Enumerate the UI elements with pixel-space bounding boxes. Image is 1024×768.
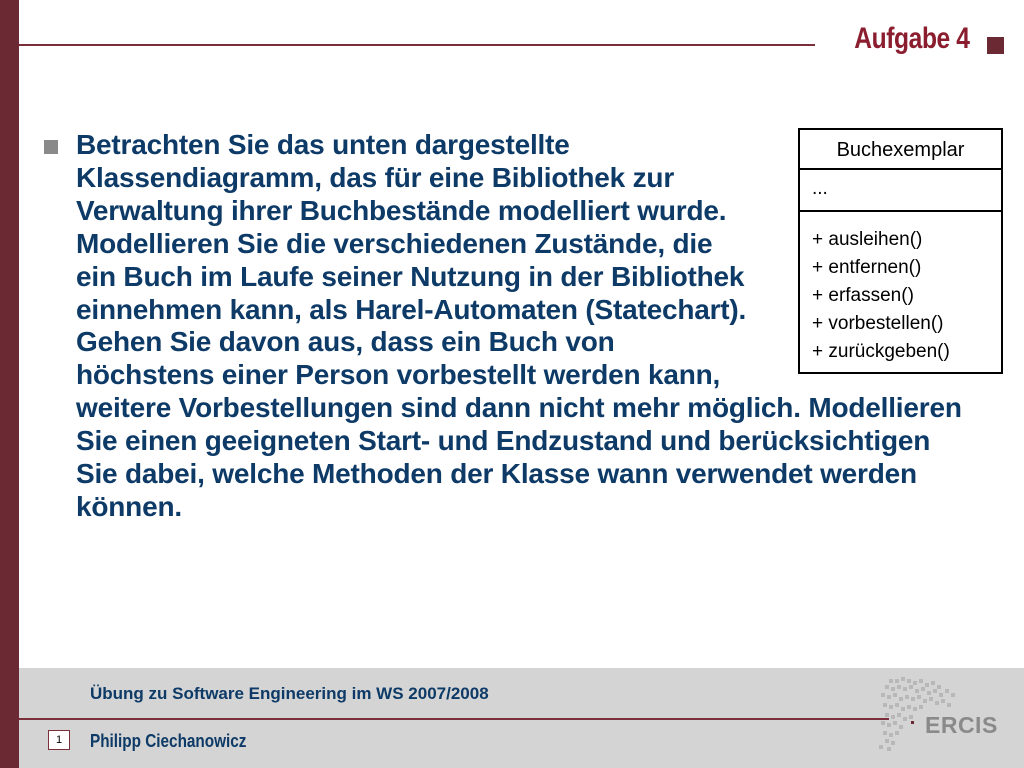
uml-methods [800, 212, 1001, 366]
footer-divider [19, 718, 889, 720]
title-square-icon [987, 37, 1004, 54]
task-text: Betrachten Sie das unten dargestellte Klassendiagramm, das für eine Bibliothek zur Verwaltung ihrer Buchbestände modelliert wurde. Modellieren Sie die verschiedenen Zustände, die ein Buch im Laufe seiner Nutzung in der Bibliothek einnehmen kann, als Harel-Automaten (Statechart). Gehen Sie davon aus, dass ein Buch von höchstens einer Person vorbestellt werden kann, weitere Vorbestellungen sind dann nicht mehr möglich. Modellieren Sie einen geeigneten Start- und Endzustand und berücksichtigen Sie dabei, welche Methoden der Klasse wann verwendet werden können. [76, 129, 962, 522]
header-divider [19, 44, 815, 46]
bullet-square-icon [44, 140, 58, 154]
ercis-logo-text: ERCIS [925, 712, 998, 738]
author-name: Philipp Ciechanowicz [90, 731, 247, 751]
slide-title: Aufgabe 4 [854, 22, 970, 55]
uml-class-name: Buchexemplar [800, 130, 1001, 170]
left-accent-bar [0, 0, 19, 768]
uml-class-diagram [798, 128, 1003, 374]
uml-attributes: ... [800, 170, 1001, 212]
uml-method: + entfernen() [812, 257, 922, 278]
uml-method: + vorbestellen() [812, 313, 944, 334]
page-number: 1 [48, 730, 70, 750]
uml-method: + erfassen() [812, 285, 914, 306]
uml-method: + ausleihen() [812, 229, 923, 250]
uml-method: + zurückgeben() [812, 341, 950, 362]
course-title: Übung zu Software Engineering im WS 2007/2008 [90, 684, 489, 703]
